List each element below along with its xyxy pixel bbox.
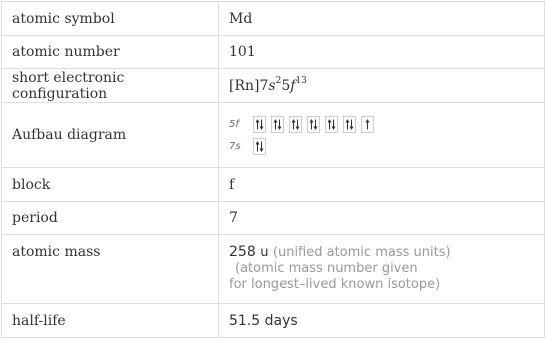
row-label: atomic mass	[2, 235, 219, 304]
electron-spin-icon	[326, 117, 337, 132]
config-electrons: 13	[295, 75, 307, 86]
mass-number: 258	[229, 244, 256, 260]
config-l: s	[268, 77, 276, 94]
orbital-box	[325, 116, 338, 133]
row-label: half-life	[2, 304, 219, 338]
row-label: short electronic configuration	[2, 69, 219, 103]
aufbau-row	[229, 135, 544, 157]
table-row	[2, 235, 545, 304]
aufbau-diagram	[219, 103, 545, 168]
row-value: 101	[219, 36, 545, 69]
orbital-label: 7s	[229, 140, 241, 152]
mass-unit: u	[260, 245, 269, 260]
mass-note-line: (atomic mass number given	[235, 261, 418, 276]
table-row	[2, 304, 545, 338]
orbital-box	[271, 116, 284, 133]
properties-table	[1, 1, 545, 338]
orbital-box	[361, 116, 374, 133]
orbital-box	[289, 116, 302, 133]
row-label: block	[2, 168, 219, 202]
config-core: [Rn]	[229, 77, 260, 94]
half-life-value	[219, 304, 545, 338]
row-label: period	[2, 202, 219, 235]
orbital-box	[307, 116, 320, 133]
aufbau-row	[229, 113, 544, 135]
config-n: 5	[281, 77, 291, 94]
mass-note-line: for longest–lived known isotope)	[229, 277, 441, 292]
table-row	[2, 103, 545, 168]
config-electrons: 2	[275, 75, 282, 86]
row-value: Md	[219, 2, 545, 36]
orbital-box	[343, 116, 356, 133]
config-l: f	[290, 77, 296, 94]
electron-spin-icon	[290, 117, 301, 132]
electron-spin-icon	[254, 117, 265, 132]
half-life-number: 51.5	[229, 312, 261, 329]
row-label: Aufbau diagram	[2, 103, 219, 168]
mass-unit-note: (unified atomic mass units)	[272, 245, 451, 260]
table-row	[2, 2, 545, 36]
row-value: 7	[219, 202, 545, 235]
table-row	[2, 168, 545, 202]
electron-spin-icon	[272, 117, 283, 132]
row-value: f	[219, 168, 545, 202]
electron-configuration	[219, 69, 545, 103]
aufbau-container	[229, 113, 544, 157]
row-label: atomic number	[2, 36, 219, 69]
electron-spin-icon	[308, 117, 319, 132]
atomic-mass-value	[219, 235, 545, 304]
electron-spin-icon	[344, 117, 355, 132]
row-label: atomic symbol	[2, 2, 219, 36]
table-row	[2, 202, 545, 235]
table-row	[2, 36, 545, 69]
orbital-box	[253, 138, 266, 155]
config-n: 7	[259, 77, 269, 94]
orbital-box	[253, 116, 266, 133]
orbital-label: 5f	[229, 118, 239, 130]
electron-spin-icon	[362, 117, 373, 132]
table-row	[2, 69, 545, 103]
electron-spin-icon	[254, 139, 265, 154]
half-life-unit: days	[264, 312, 298, 329]
